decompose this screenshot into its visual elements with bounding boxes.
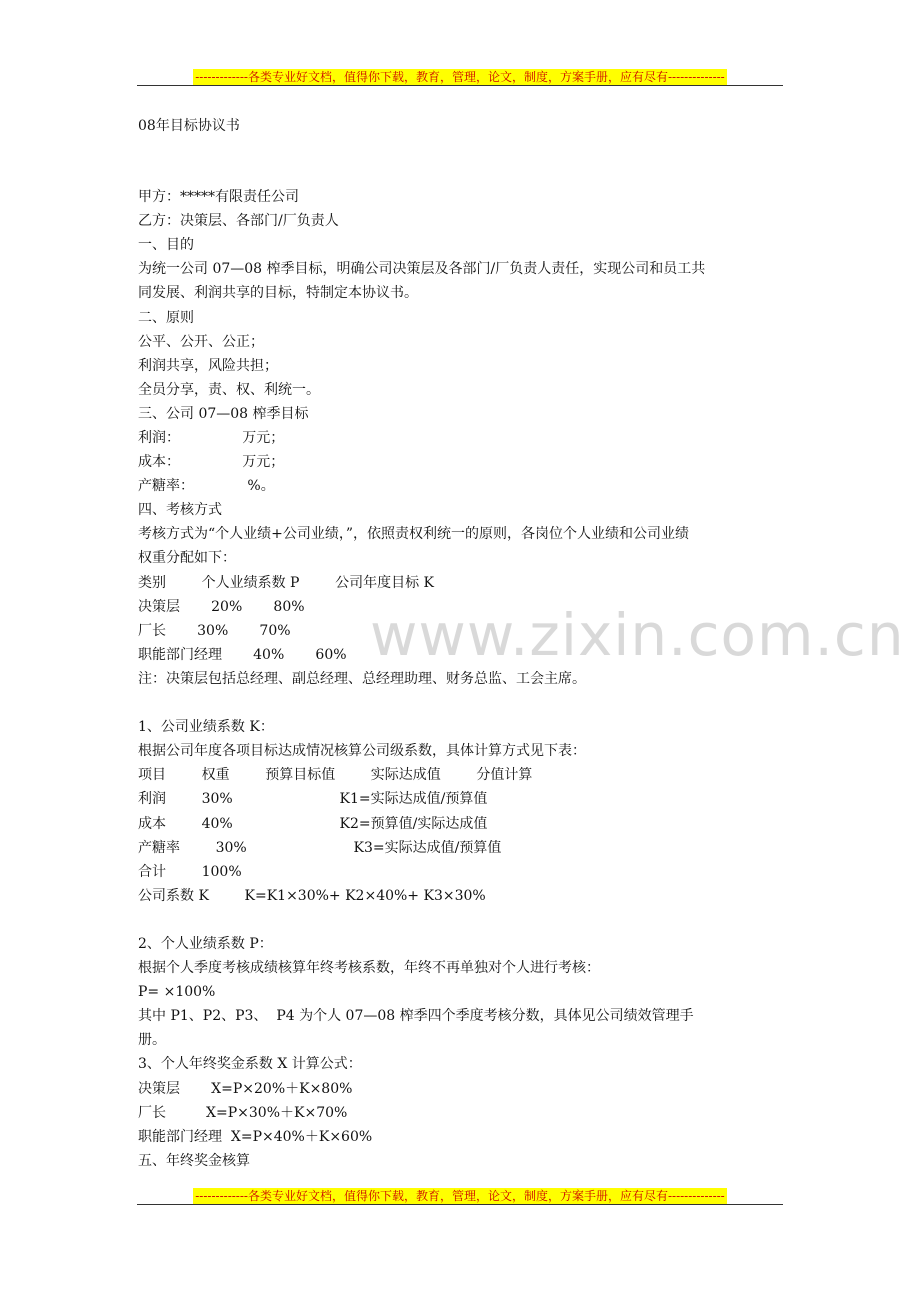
table-row: 决策层 20% 80%	[138, 599, 305, 615]
paragraph-line: 为统一公司 07—08 榨季目标，明确公司决策层及各部门/厂负责人责任，实现公司和员工共	[138, 261, 706, 277]
paragraph-line: 权重分配如下：	[138, 550, 236, 566]
formula-line: 公司系数 K K=K1×30%+ K2×40%+ K3×30%	[138, 888, 486, 904]
section-heading: 3、个人年终奖金系数 X 计算公式：	[138, 1056, 362, 1072]
top-banner	[0, 66, 920, 86]
section-heading: 二、原则	[138, 310, 194, 326]
table-row: 合计 100%	[138, 864, 242, 880]
table-row: 项目 权重 预算目标值 实际达成值 分值计算	[138, 767, 533, 783]
formula-line: 厂长 X=P×30%＋K×70%	[138, 1105, 348, 1121]
section-heading: 一、目的	[138, 237, 194, 253]
paragraph-line: 根据公司年度各项目标达成情况核算公司级系数，具体计算方式见下表：	[138, 743, 586, 759]
table-row: 产糖率 30% K3=实际达成值/预算值	[138, 840, 502, 856]
doc-title: 08年目标协议书	[138, 118, 240, 134]
paragraph-line: 全员分享，责、权、利统一。	[138, 382, 320, 398]
target-line: 成本： 万元；	[138, 454, 285, 470]
party-b: 乙方：决策层、各部门/厂负责人	[138, 213, 339, 229]
watermark: www.zixin.com.cn	[370, 601, 905, 669]
paragraph-line: 其中 P1、P2、P3、 P4 为个人 07—08 榨季四个季度考核分数，具体见公司绩效管理手	[138, 1008, 694, 1024]
section-heading: 五、年终奖金核算	[138, 1153, 250, 1169]
section-heading: 四、考核方式	[138, 502, 222, 518]
paragraph-line: 公平、公开、公正；	[138, 334, 264, 350]
target-line: 利润： 万元；	[138, 430, 285, 446]
paragraph-line: 根据个人季度考核成绩核算年终考核系数，年终不再单独对个人进行考核：	[138, 960, 600, 976]
party-a: 甲方：*****有限责任公司	[138, 189, 299, 205]
formula-line: 职能部门经理 X=P×40%＋K×60%	[138, 1129, 373, 1145]
section-heading: 2、个人业绩系数 P：	[138, 936, 273, 952]
note-line: 注：决策层包括总经理、副总经理、总经理助理、财务总监、工会主席。	[138, 671, 586, 687]
formula-line: 决策层 X=P×20%＋K×80%	[138, 1081, 353, 1097]
bottom-banner	[0, 1185, 920, 1205]
table-row: 类别 个人业绩系数 P 公司年度目标 K	[138, 575, 434, 591]
formula-line: P= ×100%	[138, 984, 216, 1000]
section-heading: 三、公司 07—08 榨季目标	[138, 406, 309, 422]
bottom-banner-text: -------------各类专业好文档，值得你下载，教育，管理，论文，制度，方案手册，应有尽有--------------	[195, 1189, 725, 1203]
paragraph-line: 同发展、利润共享的目标，特制定本协议书。	[138, 285, 418, 301]
table-row: 厂长 30% 70%	[138, 623, 291, 639]
top-banner-text: -------------各类专业好文档，值得你下载，教育，管理，论文，制度，方案手册，应有尽有--------------	[195, 70, 725, 84]
target-line: 产糖率： %。	[138, 478, 275, 494]
table-row: 成本 40% K2=预算值/实际达成值	[138, 816, 488, 832]
section-heading: 1、公司业绩系数 K：	[138, 719, 274, 735]
header-rule	[137, 85, 783, 86]
paragraph-line: 利润共享，风险共担；	[138, 358, 278, 374]
footer-rule	[137, 1204, 783, 1205]
table-row: 利润 30% K1=实际达成值/预算值	[138, 791, 488, 807]
table-row: 职能部门经理 40% 60%	[138, 647, 347, 663]
paragraph-line: 考核方式为“个人业绩+公司业绩，”，依照责权利统一的原则，各岗位个人业绩和公司业绩	[138, 526, 690, 542]
paragraph-line: 册。	[138, 1032, 166, 1048]
